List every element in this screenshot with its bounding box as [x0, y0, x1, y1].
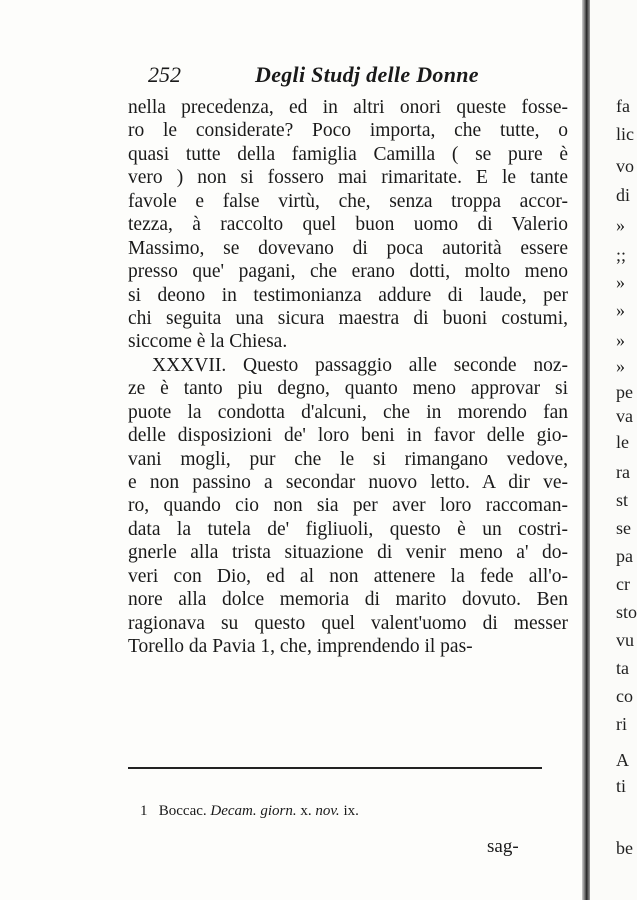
footnote-nov-label: nov.: [315, 803, 340, 819]
footnote-source: Boccac.: [158, 803, 207, 819]
text-line: si deono in testimonianza addure di laude, per: [128, 284, 568, 306]
page-number: 252: [148, 62, 181, 87]
text-line: favole e false virtù, che, senza troppa accor-: [128, 190, 568, 212]
footnote-marker: 1: [140, 803, 148, 819]
facing-page-fragment: lic: [616, 124, 634, 144]
facing-page-fragment: vu: [616, 630, 634, 650]
text-line: ze è tanto piu degno, quanto meno approvar si: [128, 378, 568, 400]
facing-page-fragment: ri: [616, 714, 627, 734]
book-gutter: [582, 0, 590, 900]
text-line: vero ) non si fossero mai rimaritate. E le tante: [128, 167, 568, 189]
text-line: chi seguita una sicura maestra di buoni costumi,: [128, 307, 568, 329]
facing-page-fragment: co: [616, 686, 633, 706]
text-line: ro, quando cio non sia per aver loro raccoman-: [128, 495, 568, 517]
facing-page-fragment: pe: [616, 382, 633, 402]
body-text: [128, 96, 568, 659]
text-line: Torello da Pavia 1, che, imprendendo il pas-: [128, 636, 473, 658]
catchword: sag-: [487, 836, 519, 857]
text-line: data la tutela de' figliuoli, questo è un costri-: [128, 518, 568, 540]
facing-page-fragment: »: [616, 356, 625, 376]
facing-page-fragment: cr: [616, 574, 630, 594]
footnote: [140, 803, 359, 820]
text-line: ro le considerate? Poco importa, che tutte, o: [128, 120, 568, 142]
facing-page-fragment: se: [616, 518, 631, 538]
facing-page-fragment: »: [616, 215, 625, 235]
facing-page-fragment: »: [616, 272, 625, 292]
facing-page-fragment: pa: [616, 546, 633, 566]
text-line: presso que' pagani, che erano dotti, molto meno: [128, 261, 568, 283]
facing-page-fragment: A: [616, 750, 629, 770]
footnote-rule: [128, 767, 542, 769]
facing-page-fragment: ;;: [616, 245, 627, 265]
footnote-nov-number: ix.: [343, 803, 359, 819]
facing-page-fragment: fa: [616, 96, 630, 116]
facing-page-fragment: sto: [616, 602, 637, 622]
facing-page-fragment: va: [616, 406, 633, 426]
text-line: puote la condotta d'alcuni, che in morendo fan: [128, 401, 568, 423]
facing-page-edge: [590, 0, 637, 900]
facing-page-fragment: »: [616, 330, 625, 350]
text-line: siccome è la Chiesa.: [128, 331, 288, 353]
facing-page-fragment: ti: [616, 776, 627, 796]
facing-page-fragment: st: [616, 490, 629, 510]
text-line: nore alla dolce memoria di marito dovuto. Ben: [128, 589, 568, 611]
facing-page-fragment: »: [616, 300, 625, 320]
facing-page-fragment: di: [616, 185, 631, 205]
text-line: e non passino a secondar nuovo letto. A dir ve-: [128, 472, 568, 493]
facing-page-fragment: le: [616, 432, 629, 452]
facing-page-fragment: be: [616, 838, 633, 858]
running-title: Degli Studj delle Donne: [255, 62, 479, 87]
page-header: [140, 62, 560, 92]
footnote-work: Decam. giorn.: [210, 803, 297, 819]
text-line: vani mogli, pur che le si rimangano vedove,: [128, 448, 568, 470]
facing-page-fragment: vo: [616, 156, 634, 176]
facing-page-fragment: ta: [616, 658, 629, 678]
text-line: ragionava su questo quel valent'uomo di messer: [128, 612, 568, 634]
text-line: Massimo, se dovevano di poca autorità essere: [128, 237, 568, 259]
text-line: nella precedenza, ed in altri onori queste fosse-: [128, 97, 568, 118]
footnote-day: x.: [300, 803, 312, 819]
text-line: quasi tutte della famiglia Camilla ( se pure è: [128, 143, 568, 165]
text-line: XXXVII. Questo passaggio alle seconde noz-: [152, 354, 568, 376]
text-line: delle disposizioni de' loro beni in favor delle gio-: [128, 425, 568, 447]
text-line: veri con Dio, ed al non attenere la fede all'o-: [128, 565, 568, 587]
text-line: tezza, à raccolto quel buon uomo di Valerio: [128, 214, 568, 236]
text-line: gnerle alla trista situazione di venir meno a' do-: [128, 542, 568, 564]
facing-page-fragment: ra: [616, 462, 630, 482]
